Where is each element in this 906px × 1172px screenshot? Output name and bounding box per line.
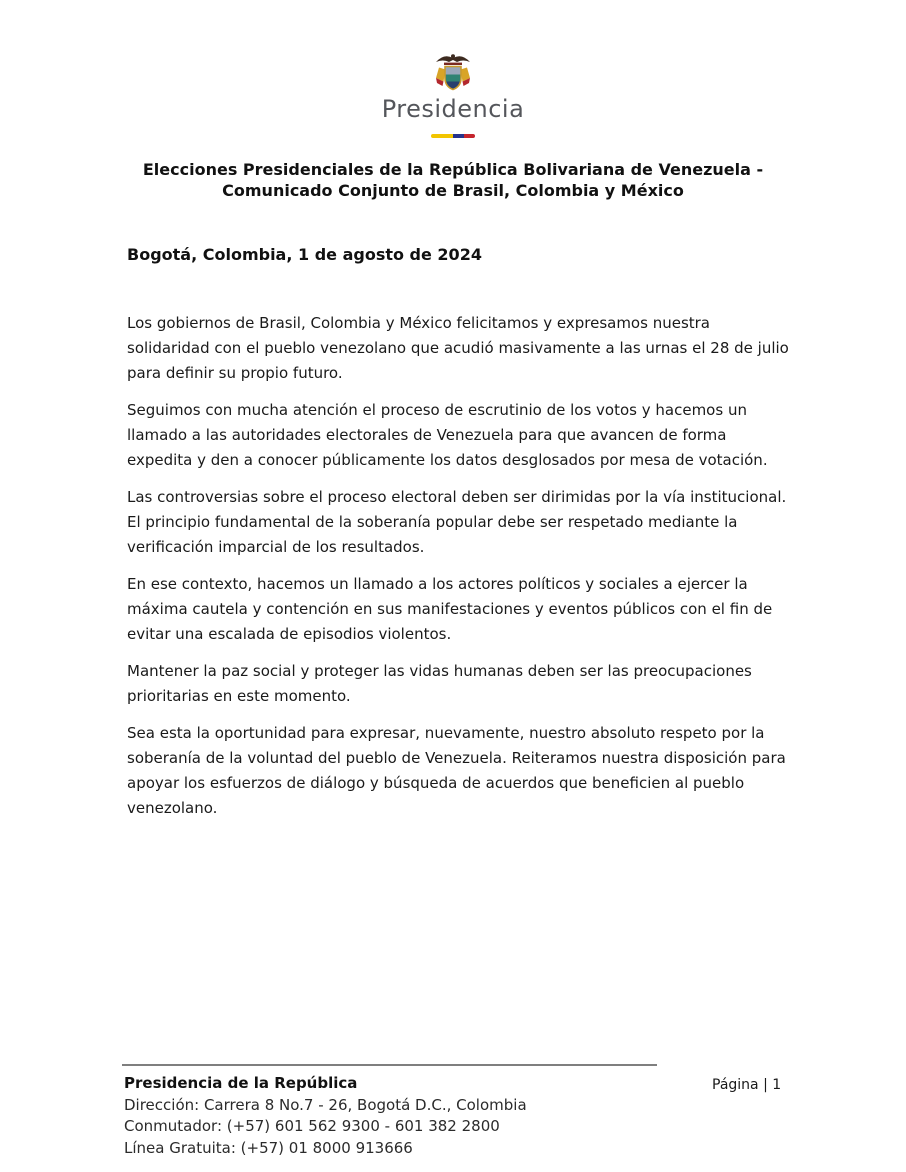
footer-switchboard: Conmutador: (+57) 601 562 9300 - 601 382 2800 (124, 1117, 500, 1135)
dateline: Bogotá, Colombia, 1 de agosto de 2024 (127, 245, 482, 264)
paragraph-5: Mantener la paz social y proteger las vidas humanas deben ser las preocupaciones prioritarias en este momento. (127, 662, 752, 705)
flag-yellow-segment (431, 134, 453, 138)
document-body (127, 311, 791, 833)
flag-blue-segment (453, 134, 464, 138)
colombia-flag-bar-icon (431, 134, 475, 138)
colombia-coat-of-arms-icon (430, 50, 476, 94)
footer-divider (122, 1064, 657, 1066)
paragraph-3: Las controversias sobre el proceso electoral deben ser dirimidas por la vía institucional. El principio fundamental de la soberanía popular debe ser respetado mediante la verificación imparcial de los resultados. (127, 488, 787, 556)
page-number: Página | 1 (712, 1077, 782, 1093)
footer (124, 1073, 527, 1159)
document-title: Elecciones Presidenciales de la República Bolivariana de Venezuela - Comunicado Conjunto de Brasil, Colombia y México (142, 160, 764, 200)
footer-address: Dirección: Carrera 8 No.7 - 26, Bogotá D.C., Colombia (124, 1095, 527, 1114)
paragraph-2: Seguimos con mucha atención el proceso de escrutinio de los votos y hacemos un llamado a las autoridades electorales de Venezuela para que avancen de forma expedita y den a conocer públicamente los datos desglosados por mesa de votación. (127, 401, 768, 469)
footer-toll-free: Línea Gratuita: (+57) 01 8000 913666 (124, 1138, 413, 1157)
logo-wordmark: Presidencia (381, 95, 525, 123)
paragraph-4: En ese contexto, hacemos un llamado a los actores políticos y sociales a ejercer la máxima cautela y contención en sus manifestaciones y eventos públicos con el fin de evitar una escalada de episodios violentos. (127, 575, 773, 643)
footer-org-name: Presidencia de la República (124, 1074, 358, 1092)
paragraph-1: Los gobiernos de Brasil, Colombia y México felicitamos y expresamos nuestra solidaridad con el pueblo venezolano que acudió masivamente a las urnas el 28 de julio para definir su propio futuro. (127, 314, 789, 382)
paragraph-6: Sea esta la oportunidad para expresar, nuevamente, nuestro absoluto respeto por la soberanía de la voluntad del pueblo de Venezuela. Reiteramos nuestra disposición para apoyar los esfuerzos de diálogo y búsqueda de acuerdos que beneficien al pueblo venezolano. (127, 724, 786, 817)
presidencia-logo (0, 50, 906, 142)
flag-red-segment (464, 134, 475, 138)
